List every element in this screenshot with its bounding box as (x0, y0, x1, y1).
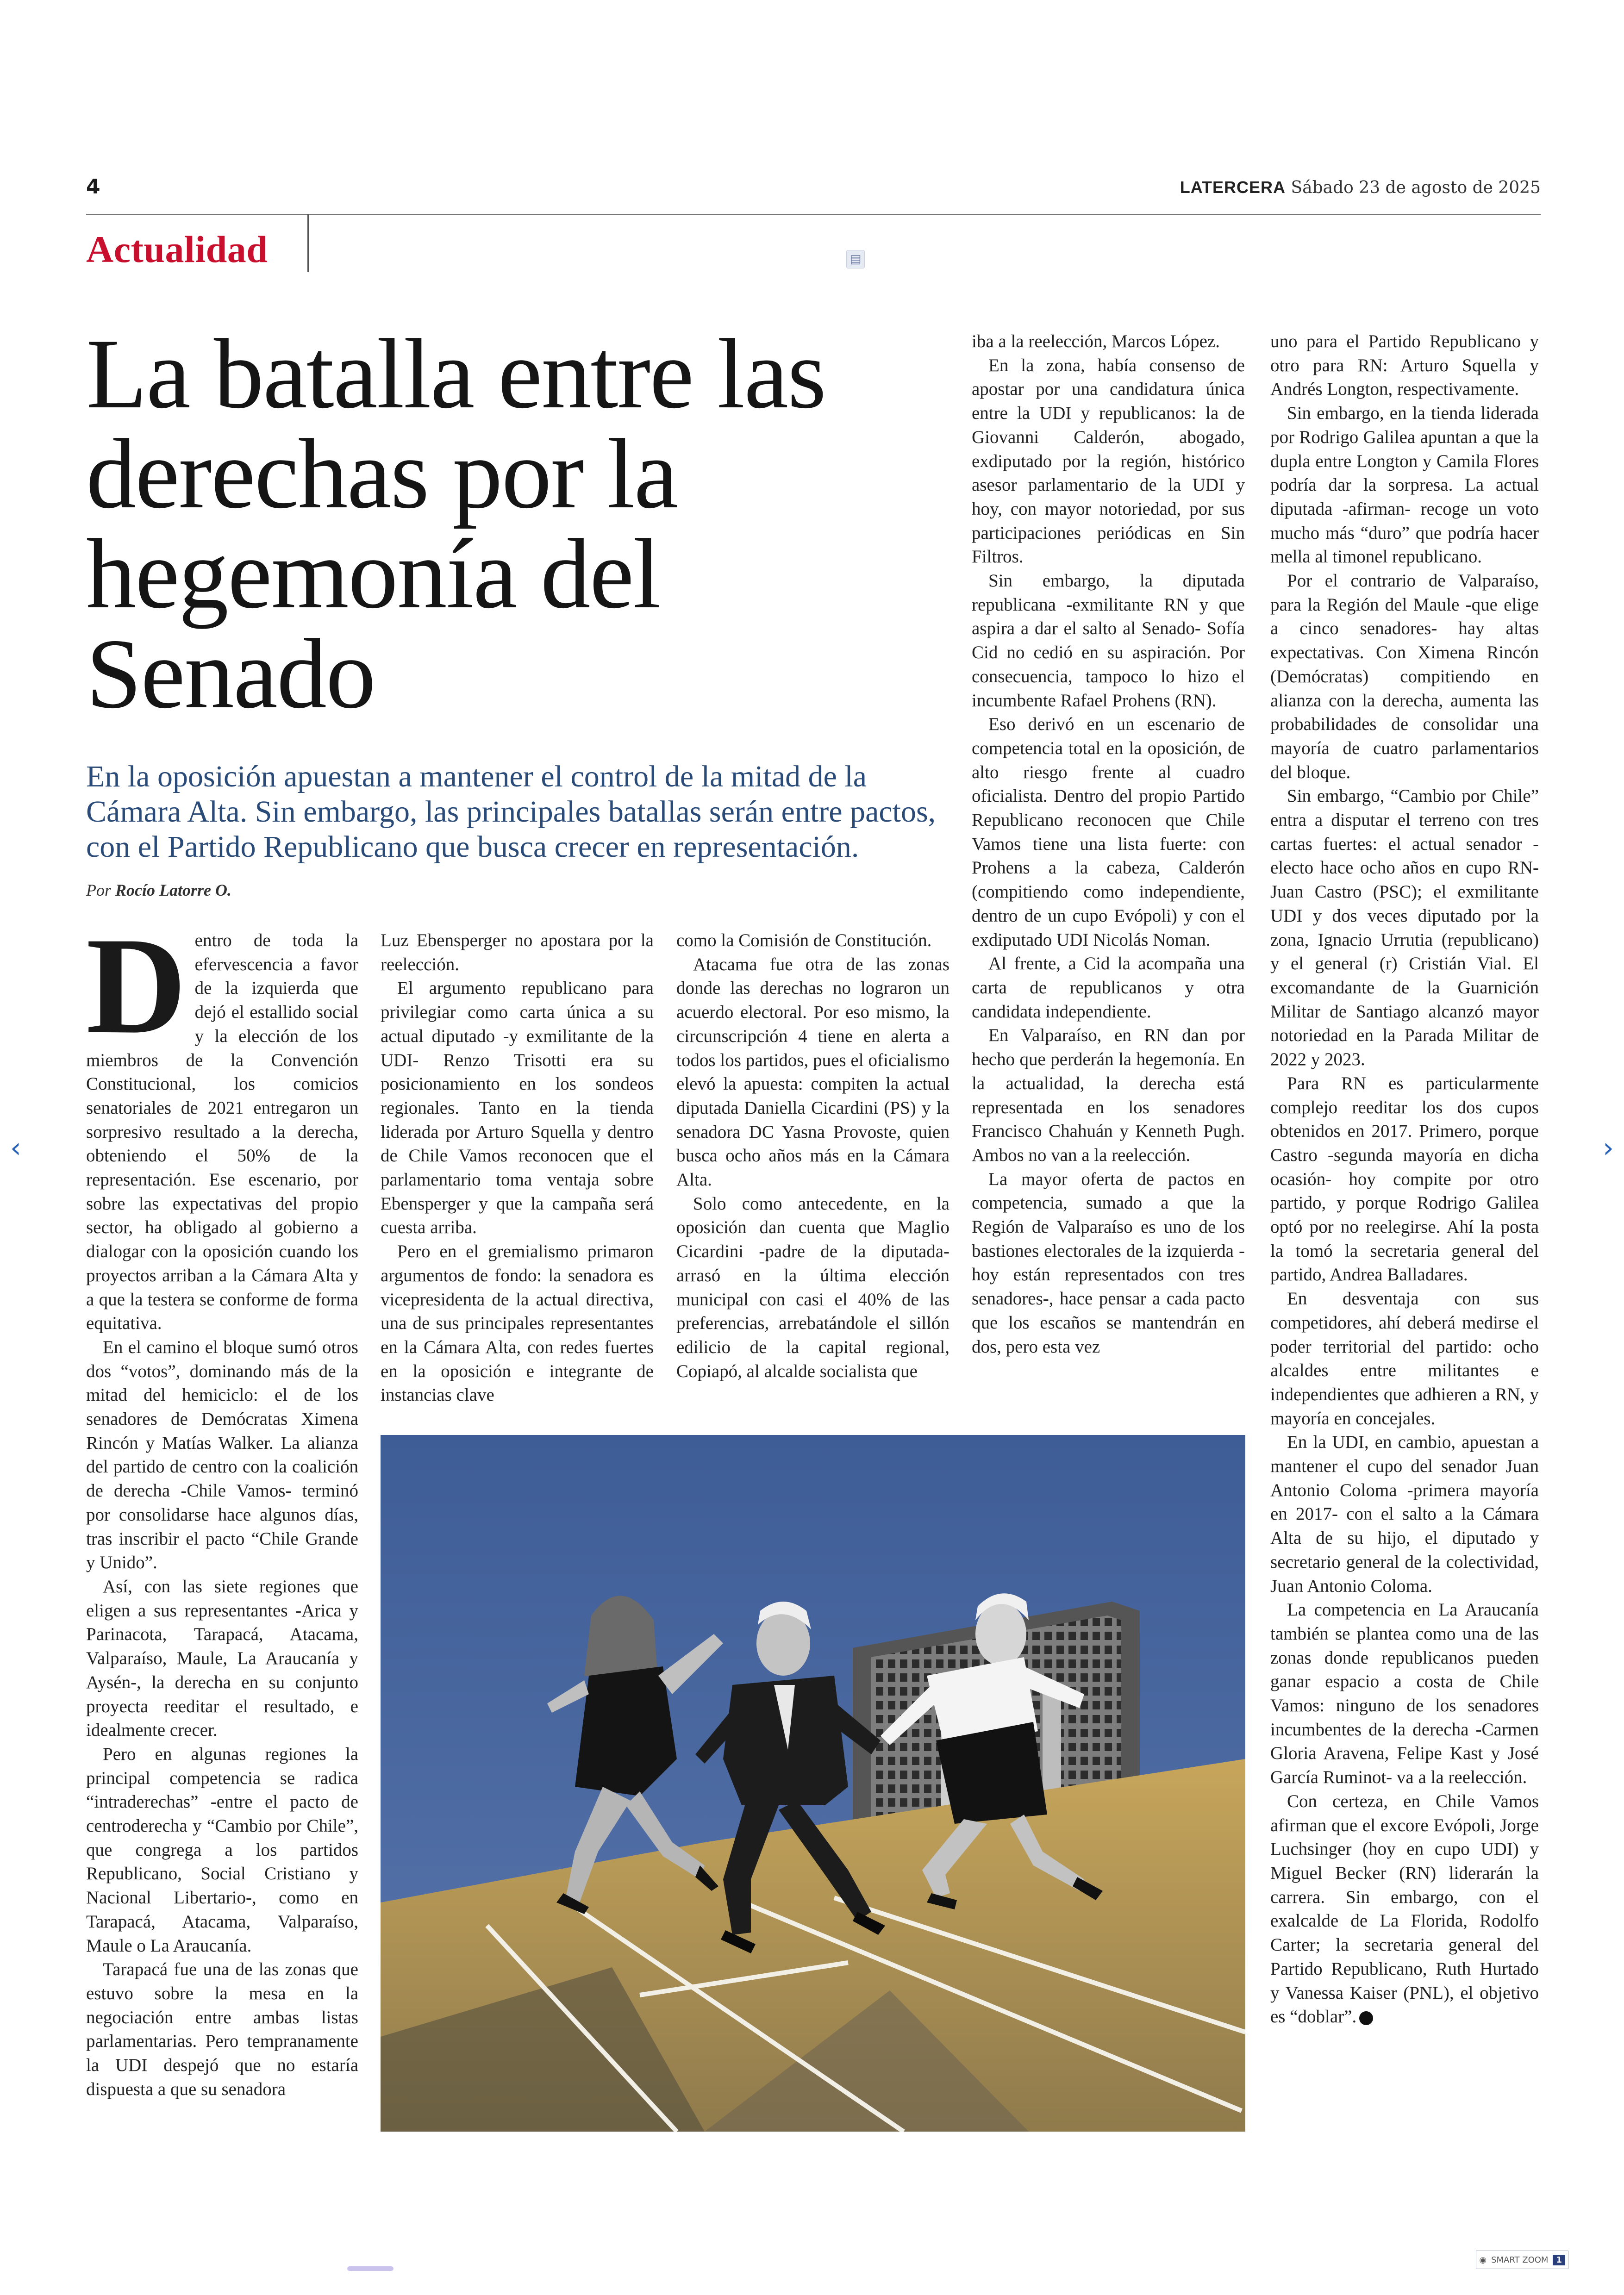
paragraph: La competencia en La Araucanía también se plantea como una de las zonas donde republicanos pueden ganar espacio a costa de Chile Vamos: ninguno de los senadores incumbentes de la derecha -Carmen Gloria Aravena, Felipe Kast y José García Ruminot- va a la reelección. (1270, 1600, 1539, 1788)
paragraph: Sin embargo, la diputada republicana -exmilitante RN y que aspira a dar el salto al Senado- Sofía Cid no cedió en su aspiración. Por consecuencia, tampoco lo hizo el incumbente Rafael Prohens (RN). (972, 571, 1245, 711)
article-column-5 (1270, 330, 1539, 2135)
dropcap: D (86, 909, 187, 1062)
end-mark (1359, 2011, 1373, 2025)
eye-icon: ◉ (1479, 2255, 1487, 2265)
paragraph: como la Comisión de Constitución. (676, 930, 932, 950)
paragraph: La mayor oferta de pactos en competencia, sumado a que la Región de Valparaíso es uno de los bastiones electorales de la izquierda -hoy están representados con tres senadores-, hace pensar a cada pacto que los escaños se mantendrán en dos, pero esta vez (972, 1169, 1245, 1357)
previous-page-button[interactable] (2, 1129, 30, 1166)
chevron-right-icon: › (1603, 1132, 1614, 1164)
paragraph: Pero en el gremialismo primaron argumentos de fondo: la senadora es vicepresidenta de la actual directiva, una de sus principales representantes en la Cámara Alta, con redes fuertes en la oposición e integrante de instancias clave (381, 1241, 654, 1405)
byline (86, 880, 231, 900)
masthead (1180, 178, 1541, 197)
paragraph: Solo como antecedente, en la oposición dan cuenta que Maglio Cicardini -padre de la diputada- arrasó en la última elección municipal con casi el 40% de las preferencias, arrebatándole el sillón edilicio de la capital regional, Copiapó, al alcalde socialista que (676, 1193, 949, 1381)
header-rule (86, 214, 1541, 215)
article-column-1 (86, 909, 358, 2132)
paragraph: Luz Ebensperger no apostara por la reelección. (381, 930, 654, 974)
page-number: 4 (86, 175, 100, 199)
paragraph: Sin embargo, en la tienda liderada por Rodrigo Galilea apuntan a que la dupla entre Longton y Camila Flores podría dar la sorpresa. La actual diputada -afirman- recoge un voto mucho más “duro” que podría hacer mella al timonel republicano. (1270, 403, 1539, 567)
headline: La batalla entre las derechas por la hegemonía del Senado (86, 318, 826, 729)
horizontal-scrollbar[interactable] (347, 2266, 394, 2271)
paragraph: Dentro de toda la efervescencia a favor de la izquierda que dejó el estallido social y la elección de los miembros de la Convención Constitucional, los comicios senatoriales de 2021 entregaron un sorpresivo resultado a la derecha, obteniendo el 50% de la representación. Ese escenario, por sobre las expectativas del propio sector, ha obligado al gobierno a dialogar con la oposición cuando los proyectos arriban a la Cámara Alta y a que la testera se conforme de forma equitativa. (86, 909, 358, 1334)
smart-zoom-button[interactable] (1476, 2251, 1568, 2269)
paragraph: uno para el Partido Republicano y otro para RN: Arturo Squella y Andrés Longton, respectivamente. (1270, 331, 1539, 399)
paragraph: Tarapacá fue una de las zonas que estuvo sobre la mesa en la negociación entre ambas listas parlamentarias. Pero tempranamente la UDI despejó que no estaría dispuesta a que su senadora (86, 1959, 358, 2099)
illustration-collage (381, 1435, 1245, 2132)
paragraph: Sin embargo, “Cambio por Chile” entra a disputar el terreno con tres cartas fuertes: el actual senador -electo hace ocho años en cupo RN- Juan Castro (PSC); el exmilitante UDI y dos veces diputado por la zona, Ignacio Urrutia (republicano) y el general (r) Cristián Vial. El excomandante de la Guarnición Militar de Santiago alcanzó mayor notoriedad en la Parada Militar de 2022 y 2023. (1270, 786, 1539, 1070)
byline-author: Rocío Latorre O. (115, 881, 231, 899)
paragraph: En el camino el bloque sumó otros dos “votos”, dominando más de la mitad del hemiciclo: el de los senadores de Demócratas Ximena Rincón y Matías Walker. La alianza del partido de centro con la coalición de derecha -Chile Vamos- terminó por consolidarse hace algunos días, tras inscribir el pacto “Chile Grande y Unido”. (86, 1337, 358, 1573)
paragraph: Atacama fue otra de las zonas donde las derechas no lograron un acuerdo electoral. Por eso mismo, la circunscripción 4 tiene en alerta a todos los partidos, pues el oficialismo elevó la apuesta: compiten la actual diputada Daniella Cicardini (PS) y la senadora DC Yasna Provoste, quien busca ocho años más en la Cámara Alta. (676, 954, 949, 1190)
section-label: Actualidad (86, 228, 268, 270)
paragraph: Eso derivó en un escenario de competencia total en la oposición, de alto riesgo frente al cuadro oficialista. Dentro del propio Partido Republicano reconocen que Chile Vamos tiene una lista fuerte: con Prohens a la cabeza, Calderón (compitiendo como independiente, dentro de un cupo Evópoli) y con el exdiputado UDI Nicolás Noman. (972, 714, 1245, 950)
paragraph: En Valparaíso, en RN dan por hecho que perderán la hegemonía. En la actualidad, la derecha está representada en los senadores Francisco Chahuán y Kenneth Pugh. Ambos no van a la reelección. (972, 1025, 1245, 1165)
note-icon[interactable]: ▤ (846, 250, 865, 268)
chevron-left-icon: ‹ (10, 1132, 21, 1164)
paragraph: En desventaja con sus competidores, ahí deberá medirse el poder territorial del partido: ocho alcaldes entre militantes e independientes que adhieren a RN, y mayoría en concejales. (1270, 1289, 1539, 1428)
paragraph: Con certeza, en Chile Vamos afirman que el excore Evópoli, Jorge Luchsinger (hoy en cupo UDI) y Miguel Becker (RN) liderarán la carrera. Sin embargo, con el exalcalde de La Florida, Rodolfo Carter; la secretaria general del Partido Republicano, Ruth Hurtado y Vanessa Kaiser (PNL), el objetivo es “doblar”. (1270, 1791, 1539, 2027)
article-illustration (381, 1435, 1245, 2132)
next-page-button[interactable] (1594, 1129, 1622, 1166)
section-divider (307, 214, 309, 272)
paragraph: Al frente, a Cid la acompaña una carta de republicanos y otra candidata independiente. (972, 954, 1245, 1022)
page-count-badge: 1 (1553, 2255, 1565, 2265)
publication-name: LATERCERA (1180, 178, 1286, 197)
paragraph: iba a la reelección, Marcos López. (972, 331, 1220, 351)
paragraph: Así, con las siete regiones que eligen a sus representantes -Arica y Parinacota, Tarapacá, Atacama, Valparaíso, Maule, La Araucanía y Aysén-, la derecha en su conjunto proyecta reeditar el resultado, e idealmente crecer. (86, 1576, 358, 1740)
article-column-4 (972, 330, 1245, 1413)
paragraph: En la UDI, en cambio, apuestan a mantener el cupo del senador Juan Antonio Coloma -primera mayoría en 2017- con el salto a la Cámara Alta de su hijo, el diputado y secretario general de la colectividad, Juan Antonio Coloma. (1270, 1432, 1539, 1596)
byline-prefix: Por (86, 881, 111, 899)
paragraph: Pero en algunas regiones la principal competencia se radica “intraderechas” -entre el pacto de centroderecha y “Cambio por Chile”, que congrega a los partidos Republicano, Social Cristiano y Nacional Libertario-, como en Tarapacá, Atacama, Valparaíso, Maule o La Araucanía. (86, 1744, 358, 1956)
paragraph: En la zona, había consenso de apostar por una candidatura única entre la UDI y republicanos: la de Giovanni Calderón, abogado, exdiputado por la región, histórico asesor parlamentario de la UDI y hoy, con mayor notoriedad, por sus participaciones periódicas en Sin Filtros. (972, 355, 1245, 567)
paragraph: Para RN es particularmente complejo reeditar los dos cupos obtenidos en 2017. Primero, porque Castro -segunda mayoría en dicha ocasión- hoy compite por otro partido, y porque Rodrigo Galilea optó por no reelegirse. Ahí la posta la tomó la secretaria general del partido, Andrea Balladares. (1270, 1073, 1539, 1285)
dek: En la oposición apuestan a mantener el control de la mitad de la Cámara Alta. Sin embargo, las principales batallas serán entre pactos, con el Partido Republicano que busca crecer en representación. (86, 760, 936, 864)
article-column-2 (381, 929, 654, 1410)
article-column-3 (676, 929, 949, 1410)
publication-date: Sábado 23 de agosto de 2025 (1291, 178, 1541, 197)
smart-zoom-label: SMART ZOOM (1491, 2255, 1549, 2265)
paragraph: Por el contrario de Valparaíso, para la Región del Maule -que elige a cinco senadores- hay altas expectativas. Con Ximena Rincón (Demócratas) compitiendo en alianza con la derecha, aumenta las probabilidades de consolidar una mayoría de cuatro parlamentarios del bloque. (1270, 571, 1539, 782)
paragraph: El argumento republicano para privilegiar como carta única a su actual diputado -y exmilitante de la UDI- Renzo Trisotti era su posicionamiento en los sondeos regionales. Tanto en la tienda liderada por Arturo Squella y dentro de Chile Vamos reconocen que el parlamentario toma ventaja sobre Ebensperger y que la campaña será cuesta arriba. (381, 978, 654, 1238)
